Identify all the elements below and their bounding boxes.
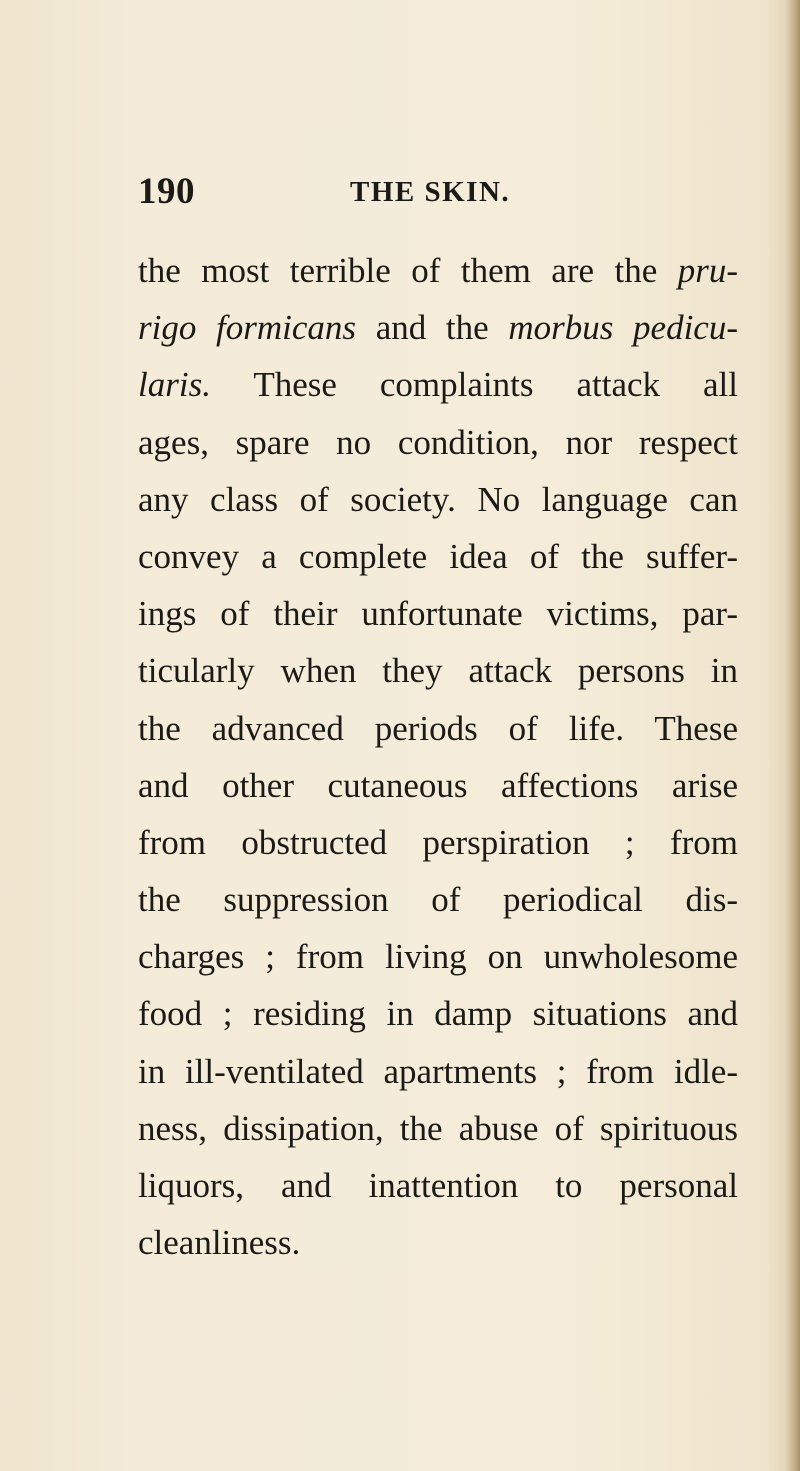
text-line: charges ; from living on unwholesome [138, 937, 738, 977]
italic-term: laris. [138, 365, 211, 405]
italic-term: rigo formicans [138, 308, 357, 348]
italic-term: pru- [677, 251, 738, 290]
italic-term: morbus pedicu- [508, 308, 739, 348]
text-line: the most terrible of them are the pru- [138, 251, 738, 290]
text-line: and other cutaneous affections arise [138, 765, 738, 805]
text-line: any class of society. No language can [138, 479, 738, 519]
text-line: ings of their unfortunate victims, par- [138, 594, 738, 634]
text-line: rigo formicans and the morbus pedicu- [138, 308, 739, 348]
text-line: in ill-ventilated apartments ; from idle- [138, 1051, 738, 1091]
text-line: cleanliness. [138, 1223, 301, 1263]
text-line: liquors, and inattention to personal [138, 1166, 738, 1205]
text-line: laris. These complaints attack all [138, 365, 738, 405]
text-line: the suppression of periodical dis- [138, 880, 738, 920]
text-line: the advanced periods of life. These [138, 708, 738, 748]
page-number: 190 [138, 171, 195, 212]
text-line: ages, spare no condition, nor respect [138, 422, 738, 462]
page-edge-shadow [786, 0, 800, 1471]
text-line: food ; residing in damp situations and [138, 994, 738, 1034]
text-line: convey a complete idea of the suffer- [138, 536, 738, 576]
running-head [138, 170, 738, 218]
text-line: from obstructed perspiration ; from [138, 822, 738, 862]
text-line: ticularly when they attack persons in [138, 651, 738, 691]
body-text [138, 242, 738, 1271]
running-title: THE SKIN. [350, 176, 511, 208]
text-line: ness, dissipation, the abuse of spirituous [138, 1108, 738, 1148]
